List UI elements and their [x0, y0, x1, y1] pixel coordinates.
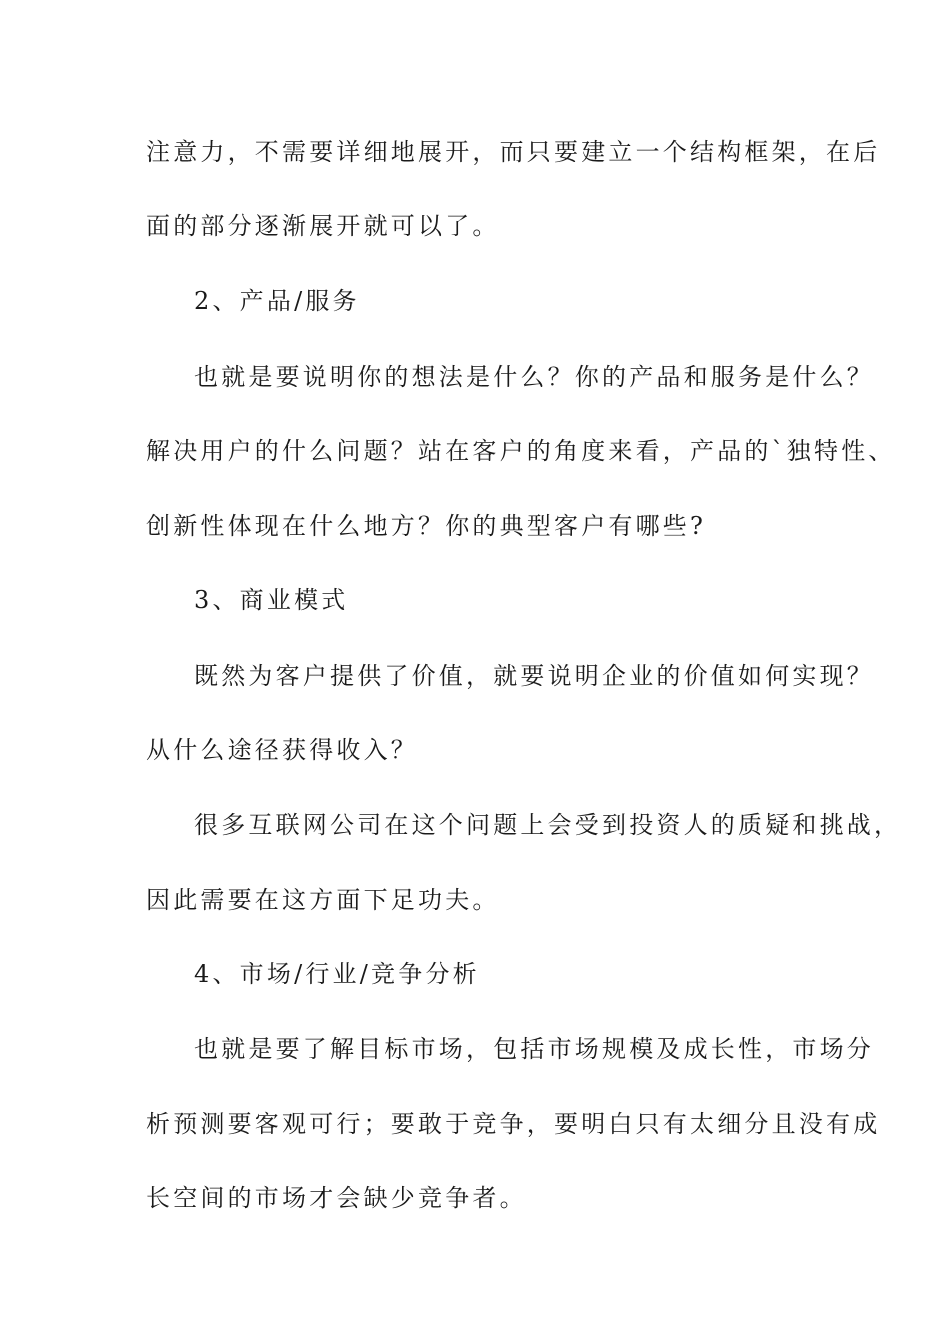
- body-text-line: 从什么途径获得收入？: [146, 736, 418, 764]
- body-text-line: 也就是要了解目标市场，包括市场规模及成长性，市场分: [194, 1035, 874, 1063]
- body-text-line: 析预测要客观可行；要敢于竞争，要明白只有太细分且没有成: [146, 1110, 881, 1138]
- body-text-line: 长空间的市场才会缺少竞争者。: [146, 1184, 527, 1212]
- body-text-line: 创新性体现在什么地方？你的典型客户有哪些?: [146, 512, 707, 540]
- body-text-line: 也就是要说明你的想法是什么？你的产品和服务是什么？: [194, 363, 874, 391]
- section-heading-market-analysis: 4、市场/行业/竞争分析: [194, 960, 480, 988]
- section-heading-product-service: 2、产品/服务: [194, 287, 360, 315]
- body-text-line: 解决用户的什么问题？站在客户的角度来看，产品的`独特性、: [146, 437, 896, 465]
- body-text-line: 注意力，不需要详细地展开，而只要建立一个结构框架，在后: [146, 138, 881, 166]
- body-text-line: 因此需要在这方面下足功夫。: [146, 886, 500, 914]
- body-text-line: 既然为客户提供了价值，就要说明企业的价值如何实现？: [194, 662, 874, 690]
- body-text-line: 很多互联网公司在这个问题上会受到投资人的质疑和挑战，: [194, 811, 902, 839]
- section-heading-business-model: 3、商业模式: [194, 586, 349, 614]
- body-text-line: 面的部分逐渐展开就可以了。: [146, 212, 500, 240]
